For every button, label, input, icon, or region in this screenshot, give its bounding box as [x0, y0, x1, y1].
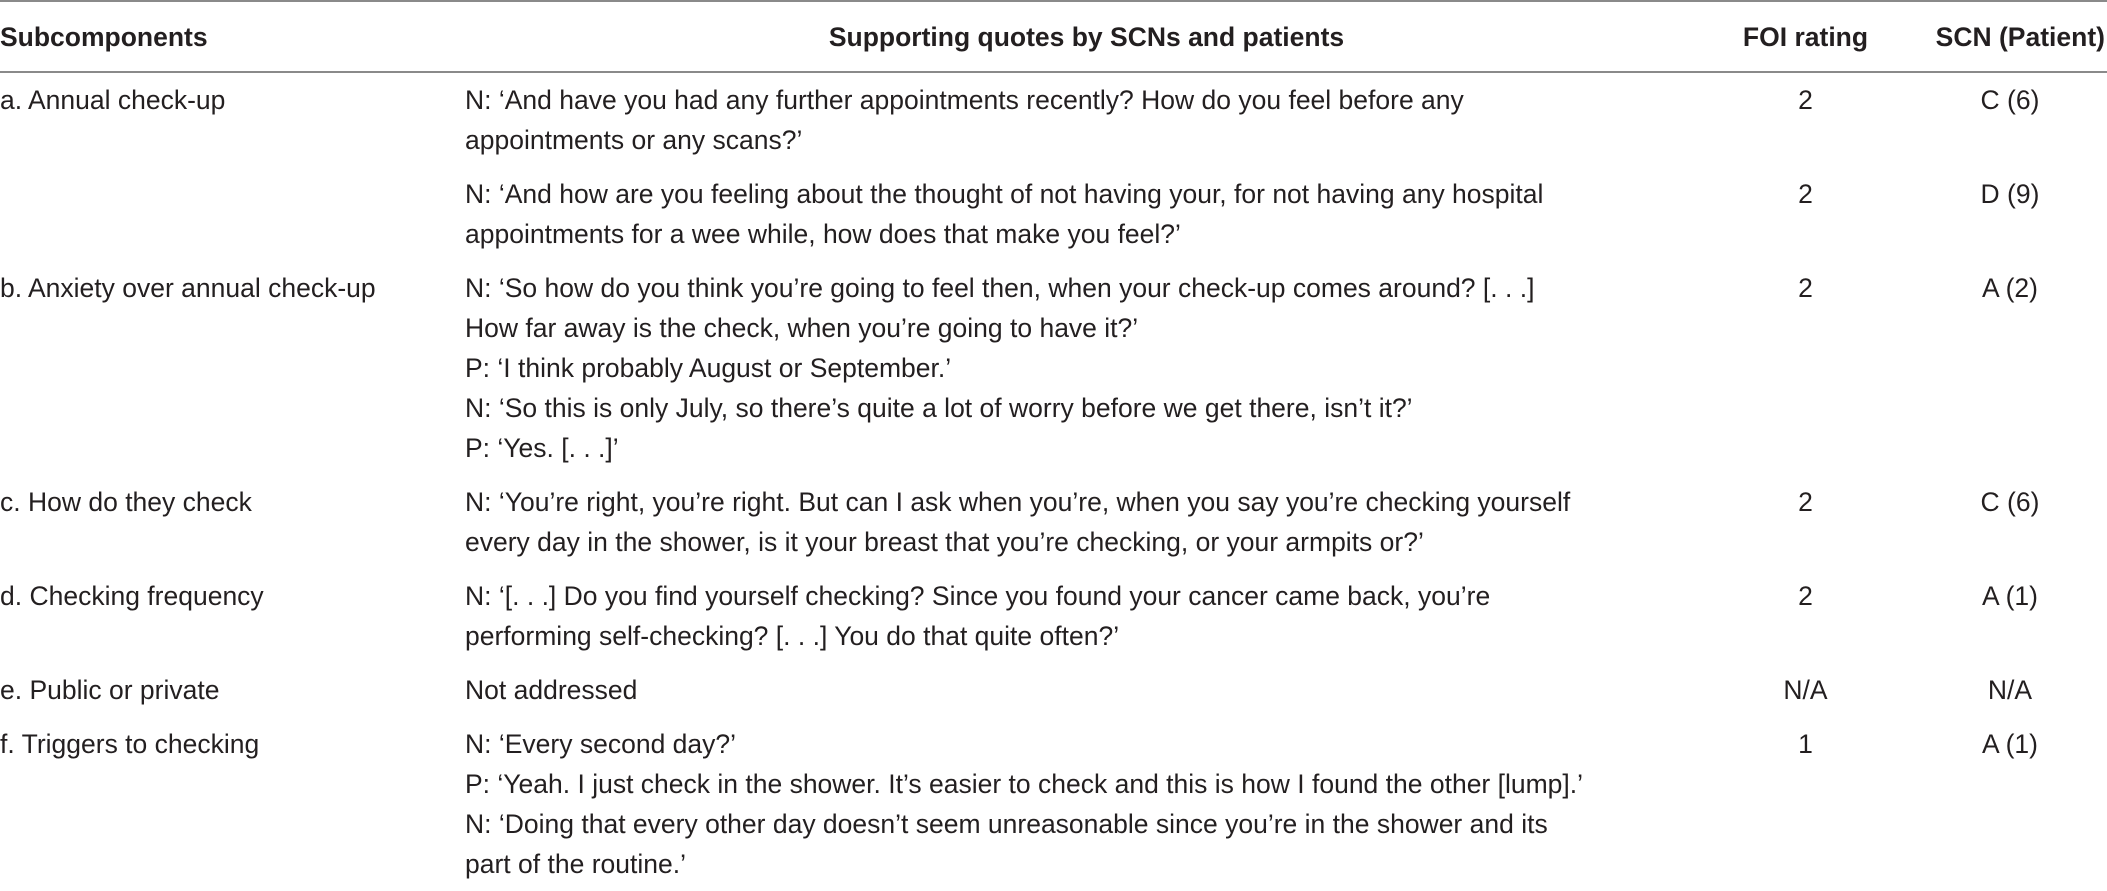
quotes-cell	[465, 663, 1708, 717]
scn-patient-cell: A (2)	[1982, 273, 2038, 303]
quote-line: part of the routine.’	[465, 849, 686, 879]
quote-line: N: ‘You’re right, you’re right. But can I ask when you’re, when you say you’re checking yourself	[465, 487, 1571, 517]
table-body	[0, 73, 2107, 891]
quote-line: P: ‘Yes. [. . .]’	[465, 433, 619, 463]
quote-line: N: ‘So this is only July, so there’s quite a lot of worry before we get there, isn’t it?’	[465, 393, 1413, 423]
quote-line: appointments for a wee while, how does that make you feel?’	[465, 219, 1181, 249]
quote-line: N: ‘And how are you feeling about the thought of not having your, for not having any hospital	[465, 179, 1544, 209]
quotes-cell	[465, 569, 1708, 663]
table-header	[0, 0, 2107, 73]
scn-patient-cell: N/A	[1987, 675, 2033, 705]
foi-rating-cell: N/A	[1783, 675, 1828, 705]
header-scn-patient: SCN (Patient)	[1935, 21, 2105, 52]
quote-line: Not addressed	[465, 675, 638, 705]
table-row	[0, 475, 2107, 569]
foi-rating-cell: 2	[1798, 179, 1813, 209]
foi-rating-cell: 2	[1798, 487, 1813, 517]
quote-line: performing self-checking? [. . .] You do that quite often?’	[465, 621, 1120, 651]
quote-line: P: ‘I think probably August or September.’	[465, 353, 952, 383]
quote-line: P: ‘Yeah. I just check in the shower. It’s easier to check and this is how I found the other [lump].’	[465, 769, 1584, 799]
quotes-cell	[465, 717, 1708, 891]
quote-line: N: ‘Every second day?’	[465, 729, 737, 759]
quotes-cell	[465, 167, 1708, 261]
quotes-cell	[465, 73, 1708, 167]
table-row	[0, 167, 2107, 261]
subcomponent-cell: f. Triggers to checking	[0, 729, 260, 759]
scn-patient-cell: A (1)	[1982, 581, 2038, 611]
foi-rating-cell: 2	[1798, 85, 1813, 115]
header-rule	[0, 71, 2107, 73]
quote-line: N: ‘[. . .] Do you find yourself checking? Since you found your cancer came back, you’re	[465, 581, 1491, 611]
scn-patient-cell: C (6)	[1980, 85, 2040, 115]
table-row	[0, 663, 2107, 717]
foi-rating-cell: 2	[1798, 581, 1813, 611]
top-rule	[0, 0, 2107, 2]
header-row	[0, 0, 2107, 73]
foi-rating-cell: 2	[1798, 273, 1813, 303]
scn-patient-cell: A (1)	[1982, 729, 2038, 759]
quote-line: N: ‘And have you had any further appointments recently? How do you feel before any	[465, 85, 1464, 115]
header-foi-rating: FOI rating	[1742, 21, 1869, 52]
quote-line: every day in the shower, is it your breast that you’re checking, or your armpits or?’	[465, 527, 1424, 557]
scn-patient-cell: C (6)	[1980, 487, 2040, 517]
header-subcomponents: Subcomponents	[0, 21, 208, 52]
quote-line: N: ‘So how do you think you’re going to feel then, when your check-up comes around? [. . .]	[465, 273, 1535, 303]
foi-rating-cell: 1	[1798, 729, 1813, 759]
quotes-cell	[465, 475, 1708, 569]
subcomponent-cell: d. Checking frequency	[0, 581, 264, 611]
subcomponent-cell: b. Anxiety over annual check-up	[0, 273, 376, 303]
quote-line: N: ‘Doing that every other day doesn’t seem unreasonable since you’re in the shower and its	[465, 809, 1548, 839]
quotes-cell	[465, 261, 1708, 475]
subcomponent-cell: a. Annual check-up	[0, 85, 226, 115]
scn-patient-cell: D (9)	[1980, 179, 2040, 209]
table-row	[0, 261, 2107, 475]
table-row	[0, 73, 2107, 167]
subcomponent-cell: c. How do they check	[0, 487, 252, 517]
table-row	[0, 569, 2107, 663]
subcomponent-cell: e. Public or private	[0, 675, 220, 705]
subcomponent-cell	[0, 167, 465, 261]
quote-line: appointments or any scans?’	[465, 125, 803, 155]
header-quotes: Supporting quotes by SCNs and patients	[828, 21, 1345, 52]
quote-line: How far away is the check, when you’re going to have it?’	[465, 313, 1139, 343]
table-row	[0, 717, 2107, 891]
